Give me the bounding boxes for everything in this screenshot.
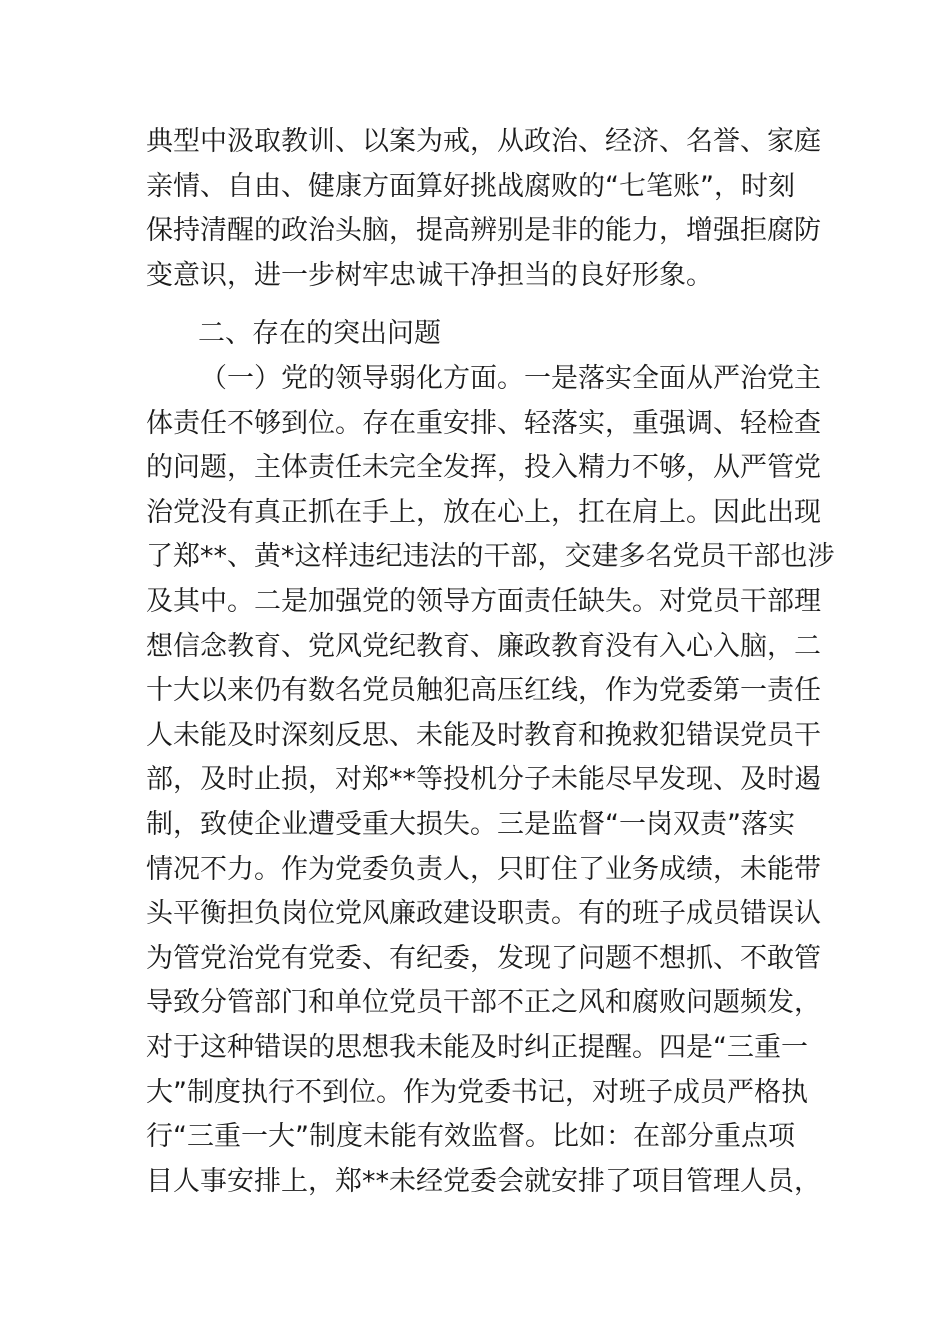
text-line: 人未能及时深刻反思、未能及时教育和挽救犯错误党员干 bbox=[146, 719, 821, 751]
text-line: 头平衡担负岗位党风廉政建设职责。有的班子成员错误认 bbox=[146, 898, 821, 930]
text-line: 典型中汲取教训、以案为戒，从政治、经济、名誉、家庭 bbox=[146, 126, 821, 157]
text-line: 亲情、自由、健康方面算好挑战腐败的“七笔账”，时刻 bbox=[146, 170, 795, 202]
section-heading bbox=[146, 312, 816, 357]
text-line: 大”制度执行不到位。作为党委书记，对班子成员严格执 bbox=[146, 1076, 808, 1108]
heading-text: 二、存在的突出问题 bbox=[198, 318, 441, 349]
text-line: 为管党治党有党委、有纪委，发现了问题不想抓、不敢管 bbox=[146, 942, 821, 974]
text-line: 十大以来仍有数名党员触犯高压红线，作为党委第一责任 bbox=[146, 675, 821, 707]
text-line: 了郑**、黄*这样违纪违法的干部，交建多名党员干部也涉 bbox=[146, 541, 835, 573]
paragraph-continuation bbox=[146, 120, 821, 298]
paragraph-section-one bbox=[146, 357, 835, 1204]
text-line: 的问题，主体责任未完全发挥，投入精力不够，从严管党 bbox=[146, 452, 821, 484]
text-line: 部，及时止损，对郑**等投机分子未能尽早发现、及时遏 bbox=[146, 764, 821, 796]
text-line: 制，致使企业遭受重大损失。三是监督“一岗双责”落实 bbox=[146, 808, 795, 840]
text-line: 想信念教育、党风党纪教育、廉政教育没有入心入脑，二 bbox=[146, 630, 821, 662]
text-line: 导致分管部门和单位党员干部不正之风和腐败问题频发， bbox=[146, 987, 821, 1019]
text-line: 情况不力。作为党委负责人，只盯住了业务成绩，未能带 bbox=[146, 853, 821, 885]
text-line: 治党没有真正抓在手上，放在心上，扛在肩上。因此出现 bbox=[146, 496, 821, 528]
text-line: 行“三重一大”制度未能有效监督。比如：在部分重点项 bbox=[146, 1121, 795, 1153]
text-line: 目人事安排上，郑**未经党委会就安排了项目管理人员， bbox=[146, 1165, 821, 1197]
text-line: 及其中。二是加强党的领导方面责任缺失。对党员干部理 bbox=[146, 585, 821, 617]
text-line: 对于这种错误的思想我未能及时纠正提醒。四是“三重一 bbox=[146, 1031, 808, 1063]
text-line: 保持清醒的政治头脑，提高辨别是非的能力，增强拒腐防 bbox=[146, 215, 821, 247]
text-line: 变意识，进一步树牢忠诚干净担当的良好形象。 bbox=[146, 259, 713, 291]
text-line: （一）党的领导弱化方面。一是落实全面从严治党主 bbox=[200, 363, 821, 394]
text-line: 体责任不够到位。存在重安排、轻落实，重强调、轻检查 bbox=[146, 407, 821, 439]
